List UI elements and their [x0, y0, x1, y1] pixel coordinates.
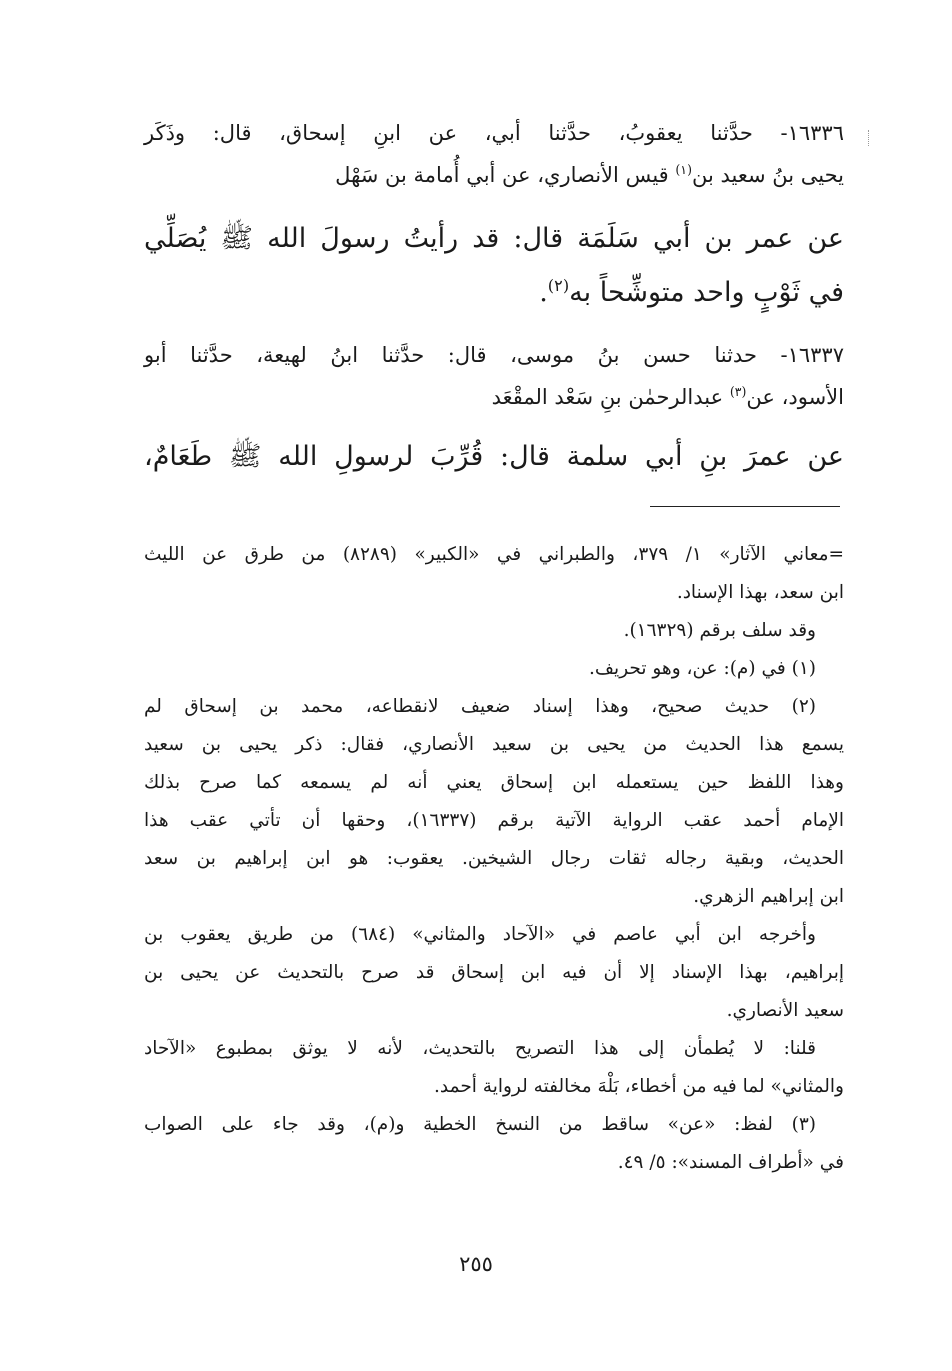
- isnad-line: [144, 376, 844, 418]
- footnote-1: (١) في (م): عن، وهو تحريف.: [589, 658, 816, 679]
- matn-line: عن عمر بن أبي سَلَمَة قال: قد رأيتُ رسولَ الله ﷺ يُصَلِّي: [144, 223, 844, 254]
- footnote-ref: (١): [675, 162, 692, 177]
- footnote-2-line: (٢) حديث صحيح، وهذا إسناد ضعيف لانقطاعه، محمد بن إسحاق لم: [144, 696, 816, 717]
- matn-text: في ثَوْبٍ واحد متوشِّحاً به: [569, 277, 844, 308]
- page-number: ٢٥٥: [459, 1252, 493, 1276]
- footnotes: [144, 536, 844, 1182]
- footnote-2-line: الحديث، وبقية رجاله ثقات رجال الشيخين. يعقوب: هو ابن إبراهيم بن سعد: [144, 848, 844, 869]
- footnote-2-line: وهذا اللفظ حين يستعمله ابن إسحاق يعني أنه لم يسمعه كما صرح بذلك: [144, 772, 844, 793]
- footnote-2-line: ابن إبراهيم الزهري.: [693, 886, 844, 907]
- isnad-text: يحيى بنُ سعيد بن: [691, 163, 844, 187]
- isnad-text: عبدالرحمٰن بنِ سَعْد المقْعَد: [491, 385, 730, 409]
- footnote-3-line: (٣) لفظ: «عن» ساقط من النسخ الخطية و(م)، وقد جاء على الصواب: [144, 1114, 816, 1135]
- footnote-line: ابن سعد، بهذا الإسناد.: [676, 582, 844, 603]
- matn-line: عن عمرَ بنِ أبي سلمة قال: قُرِّبَ لرسولِ الله ﷺ طَعَامٌ،: [144, 441, 844, 472]
- footnote-3-line: في «أطراف المسند»: ٥/ ٤٩.: [617, 1152, 844, 1173]
- footnote-line: وقد سلف برقم (١٦٣٢٩).: [623, 620, 816, 641]
- hadith-16337-isnad: [144, 334, 844, 418]
- footnote-2-line: الإمام أحمد عقب الرواية الآتية برقم (١٦٣٣٧)، وحقها أن تأتي عقب هذا: [144, 810, 845, 831]
- footnote-2-line: يسمع هذا الحديث من يحيى بن سعيد الأنصاري، فقال: ذكر يحيى بن سعيد: [144, 734, 844, 755]
- matn-text: .: [539, 277, 548, 308]
- isnad-text: قيس الأنصاري، عن أبي أُمامة بن سَهْل: [335, 163, 676, 187]
- isnad-text: الأسود، عن: [746, 385, 844, 409]
- qulna-line: والمثاني» لما فيه من أخطاء، بَلْهَ مخالفته لرواية أحمد.: [434, 1076, 844, 1097]
- footnote-ref: (٢): [547, 276, 570, 295]
- footnote-line: =معاني الآثار» ١/ ٣٧٩، والطبراني في «الكبير» (٨٢٨٩) من طرق عن الليث: [144, 544, 844, 565]
- isnad-line: [144, 154, 844, 196]
- qulna-line: قلنا: لا يُطمأن إلى هذا التصريح بالتحديث، لأنه لا يوثق بمطبوع «الآحاد: [144, 1038, 816, 1059]
- hadith-16336-isnad: [144, 112, 844, 196]
- footnote-ref: (٣): [729, 384, 747, 399]
- takhrij-line: وأخرجه ابن أبي عاصم في «الآحاد والمثاني» (٦٨٤) من طريق يعقوب بن: [144, 924, 816, 945]
- takhrij-line: سعيد الأنصاري.: [726, 1000, 844, 1021]
- matn-line: [144, 266, 844, 320]
- hadith-16337-matn: [144, 430, 844, 484]
- hadith-16336-matn: [144, 212, 844, 320]
- isnad-line: ١٦٣٣٦- حدَّثنا يعقوبُ، حدَّثنا أبي، عن ابنِ إسحاق، قال: وذَكَر: [144, 121, 844, 145]
- margin-mark: [868, 130, 871, 146]
- footnote-separator: [650, 506, 840, 507]
- isnad-line: ١٦٣٣٧- حدثنا حسن بنُ موسى، قال: حدَّثنا ابنُ لهيعة، حدَّثنا أبو: [144, 343, 844, 367]
- takhrij-line: إبراهيم، بهذا الإسناد إلا أن فيه ابن إسحاق قد صرح بالتحديث عن يحيى بن: [144, 962, 844, 983]
